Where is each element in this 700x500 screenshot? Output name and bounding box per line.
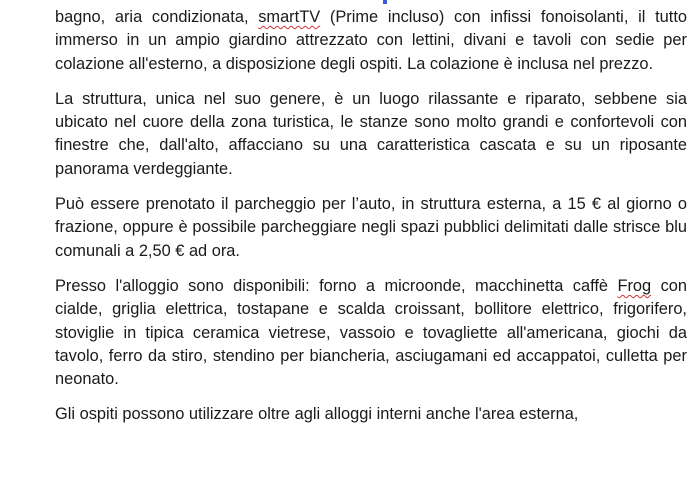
paragraph	[55, 193, 687, 263]
paragraph	[55, 275, 687, 391]
misspelled-word: Frog	[617, 276, 652, 295]
paragraph-text: Può essere prenotato il parcheggio per l’auto, in struttura esterna, a 15 € al giorno o frazione, oppure è possibile parcheggiare negli spazi pubblici delimitati dalle strisce blu comunali a 2,50 € ad ora.	[55, 195, 687, 260]
paragraph-text: bagno, aria condizionata,	[55, 8, 259, 26]
paragraph-text: (Prime incluso) con infissi fonoisolanti, il tutto immerso in un ampio giardino attrezzato con lettini, divani e tavoli con sedie per colazione all'esterno, a disposizione degli ospiti. La colazione è inclusa nel prezzo.	[55, 8, 687, 73]
paragraph-text: La struttura, unica nel suo genere, è un luogo rilassante e riparato, sebbene sia ubicato nel cuore della zona turistica, le stanze sono molto grandi e confortevoli con finestre che, dall'alto, affacciano su una caratteristica cascata e su un riposante panorama verdeggiante.	[55, 89, 687, 178]
selection-marker	[383, 0, 387, 4]
document-body[interactable]	[55, 6, 687, 439]
paragraph-text: con cialde, griglia elettrica, tostapane e scalda croissant, bollitore elettrico, frigorifero, stoviglie in tipica ceramica vietrese, vassoio e tovagliette all'americana, giochi da tavolo, ferro da stiro, stendino per biancheria, asciugamani ed accappatoi, culletta per neonato.	[55, 276, 688, 389]
paragraph	[55, 88, 687, 181]
paragraph	[55, 6, 687, 76]
paragraph-text: Presso l'alloggio sono disponibili: forno a microonde, macchinetta caffè	[55, 276, 618, 295]
paragraph	[55, 403, 687, 426]
paragraph-text: Gli ospiti possono utilizzare oltre agli alloggi interni anche l'area esterna,	[55, 405, 579, 424]
misspelled-word: smartTV	[258, 8, 321, 26]
